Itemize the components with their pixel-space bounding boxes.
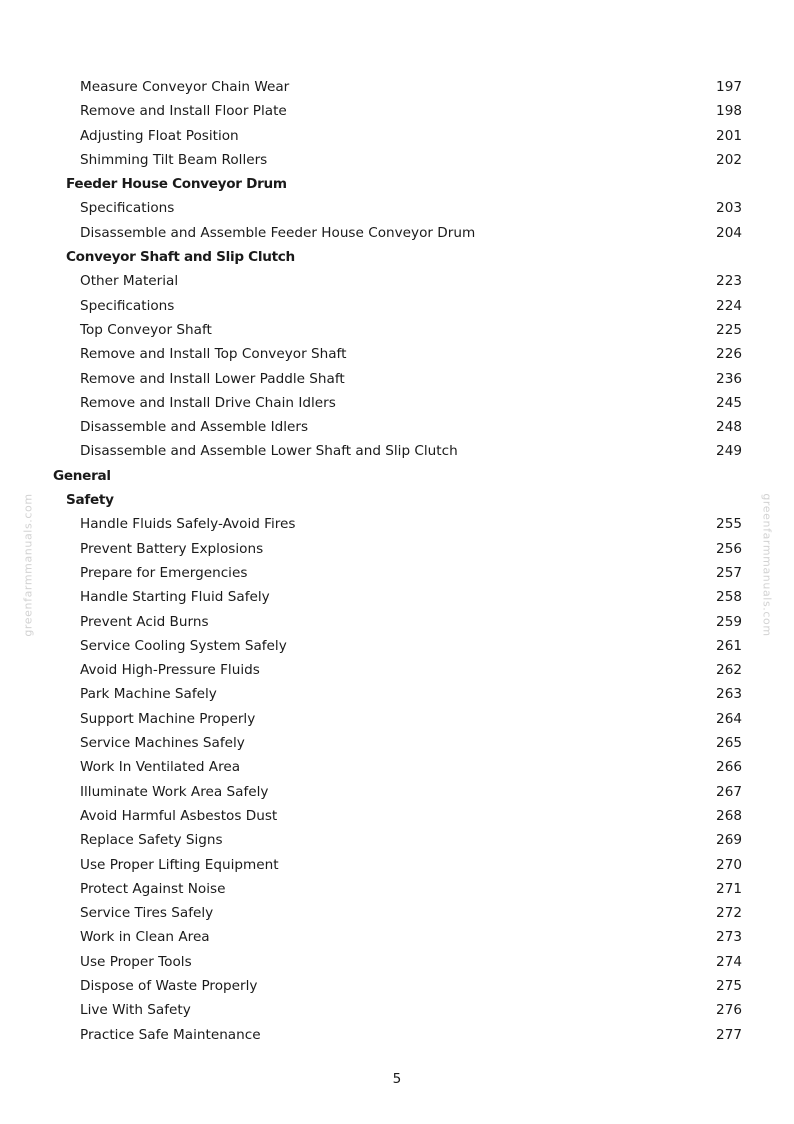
toc-entry-page: 236 [716,370,742,387]
toc-entry-page: 261 [716,637,742,654]
toc-entry-page: 245 [716,394,742,411]
toc-entry-page: 224 [716,297,742,314]
toc-entry-page: 255 [716,516,742,533]
toc-entry-title: Avoid Harmful Asbestos Dust [80,807,278,824]
toc-entry-title: Support Machine Properly [80,710,256,727]
toc-entry-page: 275 [716,977,742,994]
toc-entry-title: Work in Clean Area [80,929,210,946]
toc-entry-title: Remove and Install Lower Paddle Shaft [80,370,345,387]
toc-entry-title: Handle Starting Fluid Safely [80,589,270,606]
toc-entry[interactable] [0,658,794,682]
toc-entry[interactable] [0,99,794,123]
toc-entry[interactable] [0,707,794,731]
toc-entry[interactable] [0,75,794,99]
toc-entry-page: 265 [716,735,742,752]
toc-entry[interactable] [0,415,794,439]
toc-entry-title: Remove and Install Top Conveyor Shaft [80,346,347,363]
toc-entry-page: 272 [716,905,742,922]
toc-entry-page: 270 [716,856,742,873]
toc-entry-page: 226 [716,346,742,363]
toc-section-heading[interactable] [0,172,794,196]
toc-entry[interactable] [0,682,794,706]
toc-entry[interactable] [0,950,794,974]
toc-entry-page: 201 [716,127,742,144]
toc-entry-title: Other Material [80,273,179,290]
toc-entry-page: 262 [716,662,742,679]
toc-entry[interactable] [0,221,794,245]
toc-entry-page: 248 [716,419,742,436]
toc-entry[interactable] [0,828,794,852]
toc-entry-title: Service Tires Safely [80,905,214,922]
toc-entry-page: 256 [716,540,742,557]
toc-entry[interactable] [0,512,794,536]
toc-entry[interactable] [0,853,794,877]
toc-entry-title: Handle Fluids Safely-Avoid Fires [80,516,296,533]
toc-entry-title: Prevent Acid Burns [80,613,209,630]
toc-entry-title: Disassemble and Assemble Lower Shaft and Slip Clutch [80,443,458,460]
toc-entry-page: 198 [716,103,742,120]
toc-entry[interactable] [0,318,794,342]
toc-entry-page: 197 [716,79,742,95]
toc-entry-title: Measure Conveyor Chain Wear [80,79,290,95]
toc-entry[interactable] [0,342,794,366]
toc-entry-page: 276 [716,1002,742,1019]
toc-entry[interactable] [0,367,794,391]
toc-entry[interactable] [0,294,794,318]
toc-entry-title: Conveyor Shaft and Slip Clutch [66,249,295,266]
toc-entry[interactable] [0,998,794,1022]
toc-entry-title: Remove and Install Drive Chain Idlers [80,394,336,411]
toc-entry-title: Remove and Install Floor Plate [80,103,287,120]
toc-entry[interactable] [0,561,794,585]
toc-entry-page: 203 [716,200,742,217]
toc-entry[interactable] [0,974,794,998]
toc-entry-title: Use Proper Tools [80,953,192,970]
toc-section-heading[interactable] [0,488,794,512]
toc-entry-title: Specifications [80,200,175,217]
toc-entry-page: 267 [716,783,742,800]
toc-entry-page: 259 [716,613,742,630]
toc-entry-title: Prepare for Emergencies [80,564,248,581]
watermark-right: greenfarmmanuals.com [760,493,774,637]
toc-entry-title: Work In Ventilated Area [80,759,241,776]
toc-entry[interactable] [0,1023,794,1047]
toc-entry-page: 225 [716,321,742,338]
toc-entry-title: Use Proper Lifting Equipment [80,856,279,873]
toc-entry-title: Practice Safe Maintenance [80,1026,261,1043]
toc-entry[interactable] [0,780,794,804]
toc-entry-page: 204 [716,224,742,241]
toc-entry[interactable] [0,731,794,755]
toc-entry-title: Shimming Tilt Beam Rollers [80,151,268,168]
watermark-left: greenfarmmanuals.com [21,493,35,637]
toc-entry-title: Disassemble and Assemble Idlers [80,419,309,436]
toc-entry[interactable] [0,804,794,828]
toc-entry[interactable] [0,925,794,949]
toc-entry[interactable] [0,755,794,779]
toc-entry-title: Disassemble and Assemble Feeder House Conveyor Drum [80,224,476,241]
toc-entry-title: Illuminate Work Area Safely [80,783,269,800]
toc-entry[interactable] [0,148,794,172]
toc-entry[interactable] [0,610,794,634]
toc-entry-page: 271 [716,880,742,897]
toc-entry-title: Replace Safety Signs [80,832,223,849]
toc-entry-title: Prevent Battery Explosions [80,540,264,557]
toc-entry[interactable] [0,196,794,220]
toc-entry-title: Live With Safety [80,1002,191,1019]
toc-entry-title: Avoid High-Pressure Fluids [80,662,260,679]
toc-entry[interactable] [0,124,794,148]
toc-entry-page: 223 [716,273,742,290]
toc-section-heading[interactable] [0,245,794,269]
toc-entry-page: 274 [716,953,742,970]
toc-entry[interactable] [0,585,794,609]
toc-entry-title: Service Cooling System Safely [80,637,287,654]
toc-entry-title: General [53,467,111,484]
toc-entry-page: 263 [716,686,742,703]
toc-entry[interactable] [0,439,794,463]
toc-entry-page: 273 [716,929,742,946]
toc-entry-title: Top Conveyor Shaft [80,321,212,338]
toc-entry-page: 257 [716,564,742,581]
toc-entry[interactable] [0,537,794,561]
toc-entry[interactable] [0,901,794,925]
toc-entry-title: Service Machines Safely [80,735,245,752]
toc-entry[interactable] [0,391,794,415]
toc-section-heading[interactable] [0,464,794,488]
toc-entry-title: Safety [66,492,114,509]
toc-entry-page: 249 [716,443,742,460]
toc-entry-page: 277 [716,1026,742,1043]
toc-entry[interactable] [0,269,794,293]
toc-entry-page: 268 [716,807,742,824]
toc-entry-title: Specifications [80,297,175,314]
toc-entry[interactable] [0,634,794,658]
toc-entry-page: 269 [716,832,742,849]
toc-entry-page: 266 [716,759,742,776]
toc-entry-title: Feeder House Conveyor Drum [66,176,287,193]
table-of-contents [0,75,794,1047]
toc-entry-page: 264 [716,710,742,727]
toc-entry-page: 258 [716,589,742,606]
toc-entry-page: 202 [716,151,742,168]
page-number: 5 [392,1071,402,1087]
toc-entry-title: Park Machine Safely [80,686,217,703]
toc-entry-title: Adjusting Float Position [80,127,239,144]
toc-entry-title: Protect Against Noise [80,880,226,897]
toc-entry[interactable] [0,877,794,901]
toc-entry-title: Dispose of Waste Properly [80,977,258,994]
